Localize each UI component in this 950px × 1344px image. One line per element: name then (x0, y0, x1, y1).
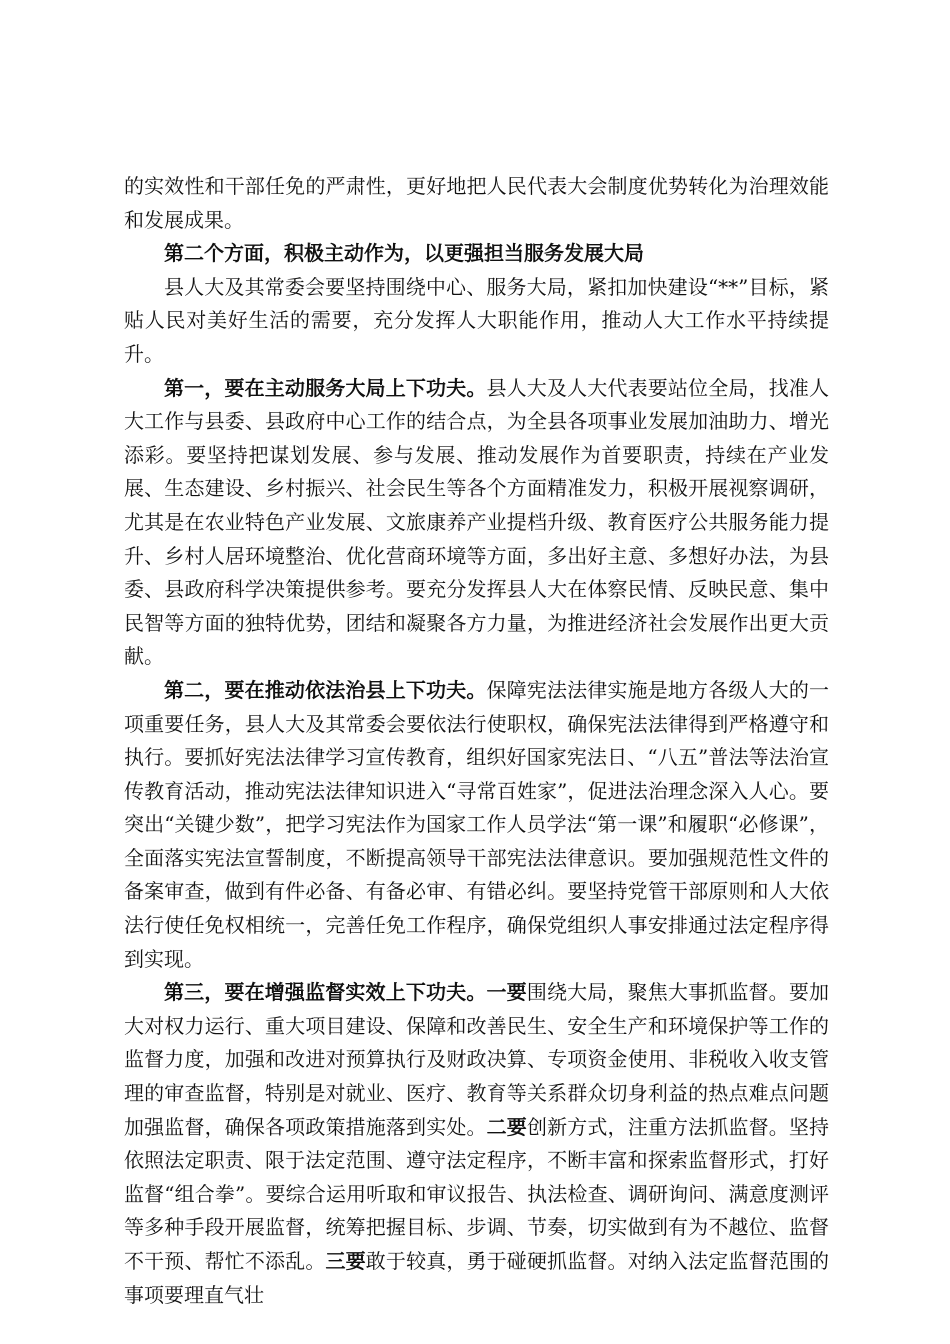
point-one-keyword: 一要 (486, 980, 527, 1005)
paragraph-first-lead: 第一，要在主动服务大局上下功夫。 (164, 375, 487, 400)
point-one-text: 围绕大局，聚焦大事抓监督。要加大对权力运行、重大项目建设、保障和改善民生、安全生产和环境保护等工作的监督力度，加强和改进对预算执行及财政决算、专项资金使用、非税收入收支管理的审查监督，特别是对就业、医疗、教育等关系群众切身利益的热点难点问题加强监督，确保各项政策措施落到实处。 (124, 980, 829, 1139)
paragraph-first (124, 372, 829, 674)
paragraph-third-lead: 第三，要在增强监督实效上下功夫。 (164, 980, 487, 1005)
point-two-keyword: 二要 (486, 1114, 527, 1139)
paragraph-continuation: 的实效性和干部任免的严肃性，更好地把人民代表大会制度优势转化为治理效能和发展成果。 (124, 174, 829, 232)
point-three-text: 敢于较真，勇于碰硬抓监督。对纳入法定监督范围的事项要理直气壮 (124, 1249, 830, 1307)
paragraph-second-body: 保障宪法法律实施是地方各级人大的一项重要任务，县人大及其常委会要依法行使职权，确保宪法法律得到严格遵守和执行。要抓好宪法法律学习宣传教育，组织好国家宪法日、“八五”普法等法治宣传教育活动，推动宪法法律知识进入“寻常百姓家”，促进法治理念深入人心。要突出“关键少数”，把学习宪法作为国家工作人员学法“第一课”和履职“必修课”，全面落实宪法宣誓制度，不断提高领导干部宪法法律意识。要加强规范性文件的备案审查，做到有件必备、有备必审、有错必纠。要坚持党管干部原则和人大依法行使任免权相统一，完善任免工作程序，确保党组织人事安排通过法定程序得到实现。 (124, 677, 829, 971)
paragraph-second (124, 674, 829, 976)
paragraph-intro: 县人大及其常委会要坚持围绕中心、服务大局，紧扣加快建设“**”目标，紧贴人民对美好生活的需要，充分发挥人大职能作用，推动人大工作水平持续提升。 (124, 274, 829, 366)
paragraph-second-lead: 第二，要在推动依法治县上下功夫。 (164, 677, 487, 702)
point-three-keyword: 三要 (325, 1249, 366, 1273)
document-page (124, 170, 829, 1312)
paragraph-third (124, 976, 829, 1312)
section-heading: 第二个方面，积极主动作为，以更强担当服务发展大局 (164, 241, 644, 266)
point-two-text: 创新方式，注重方法抓监督。坚持依照法定职责、限于法定范围、遵守法定程序，不断丰富和探索监督形式，打好监督“组合拳”。要综合运用听取和审议报告、执法检查、调研询问、满意度测评等多种手段开展监督，统筹把握目标、步调、节奏，切实做到有为不越位、监督不干预、帮忙不添乱。 (124, 1114, 830, 1273)
paragraph-first-body: 县人大及人大代表要站位全局，找准人大工作与县委、县政府中心工作的结合点，为全县各项事业发展加油助力、增光添彩。要坚持把谋划发展、参与发展、推动发展作为首要职责，持续在产业发展、生态建设、乡村振兴、社会民生等各个方面精准发力，积极开展视察调研，尤其是在农业特色产业发展、文旅康养产业提档升级、教育医疗公共服务能力提升、乡村人居环境整治、优化营商环境等方面，多出好主意、多想好办法，为县委、县政府科学决策提供参考。要充分发挥县人大在体察民情、反映民意、集中民智等方面的独特优势，团结和凝聚各方力量，为推进经济社会发展作出更大贡献。 (124, 375, 829, 669)
